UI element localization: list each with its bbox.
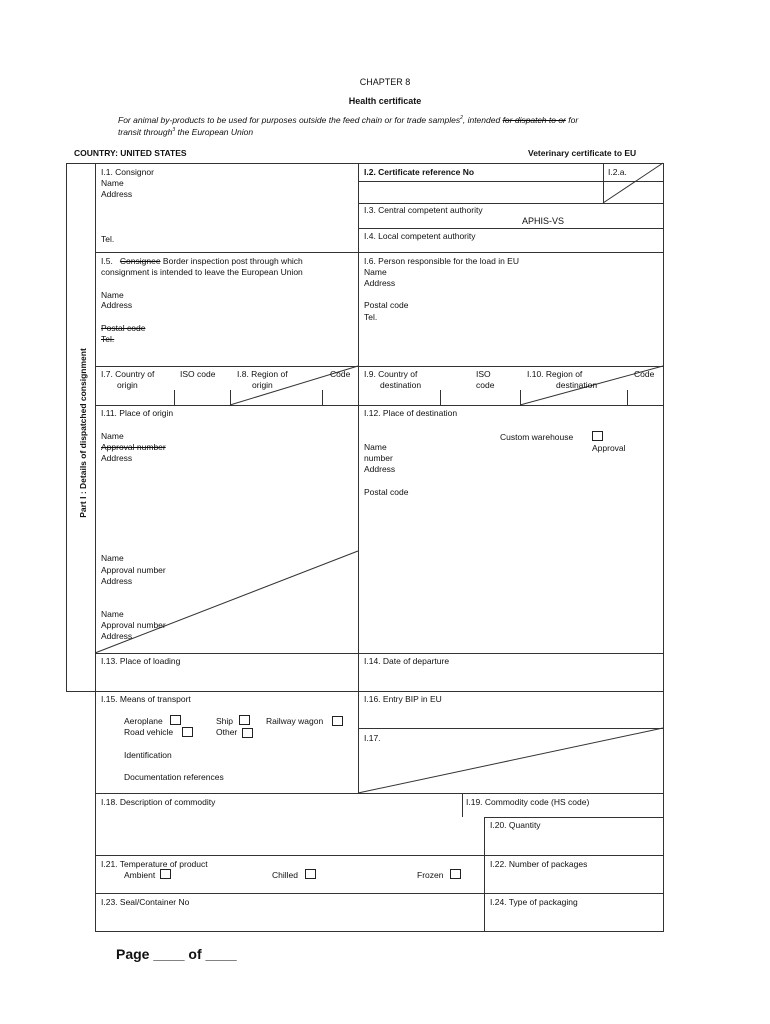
i12-label: I.12. Place of destination [364,408,458,418]
aeroplane-checkbox[interactable] [170,715,181,725]
i11-address-3: Address [101,631,133,641]
ambient-label: Ambient [124,870,156,880]
i6-tel: Tel. [364,312,378,322]
i4-label: I.4. Local competent authority [364,231,476,241]
custom-warehouse-checkbox[interactable] [592,431,603,441]
frozen-checkbox[interactable] [450,869,461,879]
i10-label: I.10. Region of [527,369,583,379]
page-number: Page ____ of ____ [116,946,237,962]
i6-address: Address [364,278,396,288]
road-vehicle-label: Road vehicle [124,727,174,737]
i11-approval-3: Approval number [101,620,166,630]
i14-label: I.14. Date of departure [364,656,450,666]
i8-label-2: origin [252,380,273,390]
document-title: Health certificate [348,96,422,106]
i23-label: I.23. Seal/Container No [101,897,190,907]
ship-checkbox[interactable] [239,715,250,725]
i9-label-2: destination [380,380,422,390]
i11-address: Address [101,453,133,463]
ship-label: Ship [216,716,234,726]
frozen-label: Frozen [417,870,444,880]
i13-label: I.13. Place of loading [101,656,181,666]
i24-label: I.24. Type of packaging [490,897,578,907]
i5-label: I.5. Consignee Border inspection post through which [101,256,303,266]
aeroplane-label: Aeroplane [124,716,163,726]
chapter-heading: CHAPTER 8 [359,77,411,87]
i9-iso-2: code [476,380,495,390]
i9-label: I.9. Country of [364,369,418,379]
i3-label: I.3. Central competent authority [364,205,483,215]
railway-wagon-checkbox[interactable] [332,716,343,726]
i11-address-2: Address [101,576,133,586]
i1-name: Name [101,178,124,188]
i6-postal: Postal code [364,300,409,310]
i1-address: Address [101,189,133,199]
i16-label: I.16. Entry BIP in EU [364,694,442,704]
i12-number: number [364,453,393,463]
i7-label: I.7. Country of [101,369,155,379]
i1-tel: Tel. [101,234,115,244]
country-label: COUNTRY: UNITED STATES [74,148,187,158]
certificate-type: Veterinary certificate to EU [528,148,637,158]
subtitle-line-1: For animal by-products to be used for purposes outside the feed chain or for trade samples$^2$, intended for dispatch to or for [118,114,579,125]
railway-wagon-label: Railway wagon [266,716,324,726]
i12-custom-warehouse: Custom warehouse [500,432,574,442]
i3-value: APHIS-VS [522,216,565,226]
i11-label: I.11. Place of origin [101,408,174,418]
i9-iso: ISO [476,369,491,379]
i18-label: I.18. Description of commodity [101,797,216,807]
i6-name: Name [364,267,387,277]
other-checkbox[interactable] [242,728,253,738]
i6-label: I.6. Person responsible for the load in EU [364,256,519,266]
i5-postal: Postal code [101,323,146,333]
road-vehicle-checkbox[interactable] [182,727,193,737]
i8-code: Code [330,369,351,379]
i11-approval: Approval number [101,442,166,452]
i12-approval: Approval [592,443,626,453]
ambient-checkbox[interactable] [160,869,171,879]
i19-label: I.19. Commodity code (HS code) [466,797,590,807]
i11-approval-2: Approval number [101,565,166,575]
i5-address: Address [101,300,133,310]
i11-name: Name [101,431,124,441]
i2a-label: I.2.a. [608,167,627,177]
chilled-checkbox[interactable] [305,869,316,879]
i7-iso: ISO code [180,369,216,379]
i8-label: I.8. Region of [237,369,288,379]
i2-label: I.2. Certificate reference No [364,167,475,177]
i10-label-2: destination [556,380,598,390]
i11-name-3: Name [101,609,124,619]
chilled-label: Chilled [272,870,298,880]
i5-tel: Tel. [101,334,115,344]
i21-label: I.21. Temperature of product [101,859,208,869]
subtitle-line-2: transit through$^3$ the European Union [118,126,254,137]
i5-name: Name [101,290,124,300]
other-label: Other [216,727,238,737]
part-one-side-label: Part I : Details of dispatched consignment [78,348,88,518]
i1-label: I.1. Consignor [101,167,154,177]
identification-label: Identification [124,750,172,760]
i12-postal: Postal code [364,487,409,497]
i12-address: Address [364,464,396,474]
i20-label: I.20. Quantity [490,820,541,830]
i12-name: Name [364,442,387,452]
i15-label: I.15. Means of transport [101,694,191,704]
i22-label: I.22. Number of packages [490,859,588,869]
i7-label-2: origin [117,380,138,390]
i17-label: I.17. [364,733,381,743]
i11-name-2: Name [101,553,124,563]
i5-label-line2: consignment is intended to leave the European Union [101,267,303,277]
documentation-label: Documentation references [124,772,224,782]
i10-code: Code [634,369,655,379]
